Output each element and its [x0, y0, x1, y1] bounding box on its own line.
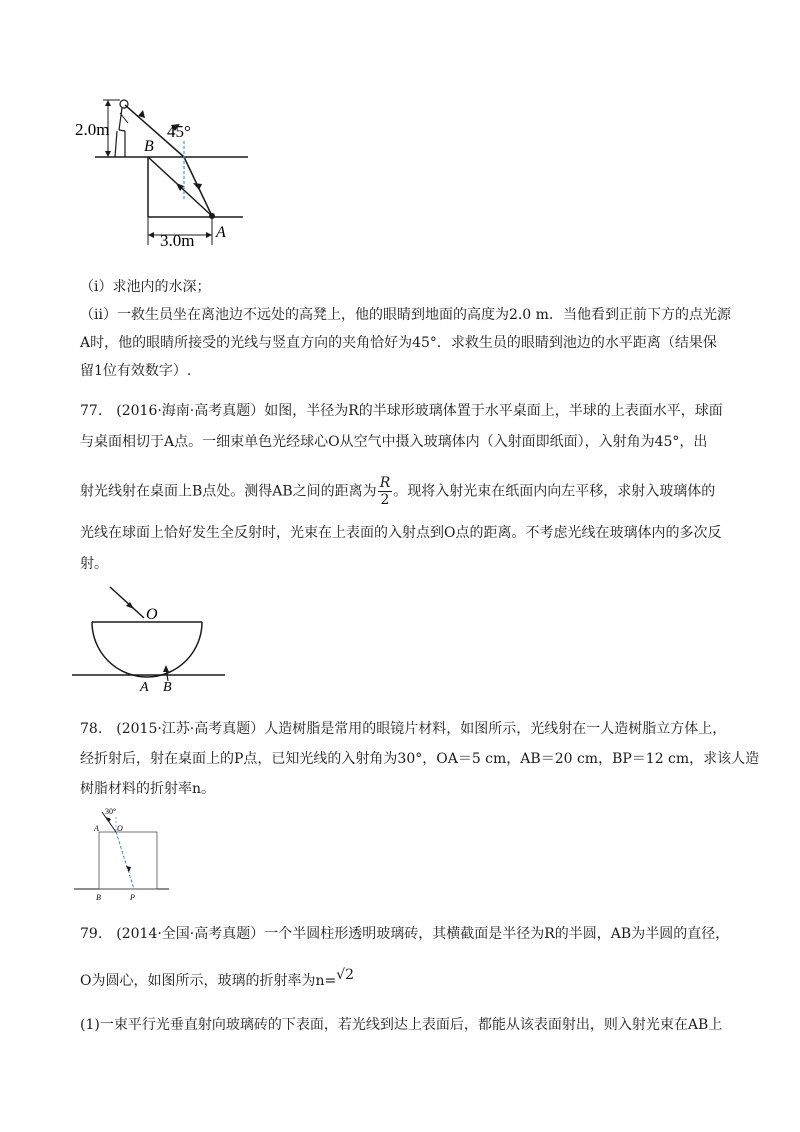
sqrt-2: √2 [336, 967, 355, 983]
width-label: 3.0m [160, 231, 195, 250]
q77-line3-before: 射光线射在桌面上B点处。测得AB之间的距离为 [80, 483, 377, 500]
q76-part-ii-line1: （ii）一救生员坐在离池边不远处的高凳上，他的眼睛到地面的高度为2.0 m．当他看到正前下方的点光源 [80, 307, 731, 323]
resin-cube-diagram [72, 805, 172, 905]
label-b: B [96, 893, 101, 902]
q79-line1: 79. (2014·全国·高考真题）一个半圆柱形透明玻璃砖，其横截面是半径为R的半圆，AB为半圆的直径， [80, 926, 730, 942]
label-b: B [163, 680, 172, 695]
fraction-r-over-2: $\frac{R}{2}$ [379, 475, 391, 508]
q77-line4: 光线在球面上恰好发生全反射时，光束在上表面的入射点到O点的距离。不考虑光线在玻璃体内的多次反 [80, 525, 722, 541]
q77-line3 [80, 475, 730, 508]
q78-line1: 78. (2015·江苏·高考真题）人造树脂是常用的眼镜片材料，如图所示，光线射在一人造树脂立方体上， [80, 721, 727, 737]
label-p: P [130, 893, 135, 902]
q77-line3-after: 。现将入射光束在纸面内向左平移，求射入玻璃体的 [393, 483, 716, 500]
q76-part-ii-line2: A时，他的眼睛所接受的光线与竖直方向的夹角恰好为45°．求救生员的眼睛到池边的水平距离（结果保 [80, 335, 717, 351]
hemisphere-diagram [70, 575, 230, 695]
q76-part-i: （i）求池内的水深； [80, 279, 211, 295]
q77-line1: 77. (2016·海南·高考真题）如图，半径为R的半球形玻璃体置于水平桌面上，半球的上表面水平，球面 [80, 403, 723, 419]
label-a: A [140, 680, 149, 695]
angle-label: 45° [167, 122, 191, 141]
label-o: O [117, 824, 123, 833]
q79-line2 [80, 967, 730, 992]
angle-30: 30° [105, 807, 117, 816]
q77-line5: 射。 [80, 556, 108, 572]
q78-line2: 经折射后，射在桌面上的P点，已知光线的入射角为30°，OA＝5 cm，AB＝20 cm，BP＝12 cm，求该人造 [80, 751, 760, 767]
height-label: 2.0m [75, 120, 110, 139]
label-a: A [94, 824, 99, 833]
point-b-label: B [144, 138, 154, 155]
point-a-label: A [216, 224, 226, 241]
q79-line2-text: O为圆心，如图所示，玻璃的折射率为n= [80, 973, 337, 989]
q77-line2: 与桌面相切于A点。一细束单色光经球心O从空气中摄入玻璃体内（入射面即纸面），入射角为45°，出 [80, 434, 708, 450]
q79-line3: (1)一束平行光垂直射向玻璃砖的下表面，若光线到达上表面后，都能从该表面射出，则入射光束在AB上 [80, 1017, 723, 1033]
q76-part-ii-line3: 留1位有效数字）. [80, 363, 192, 379]
label-o: O [146, 606, 158, 623]
pool-diagram [75, 95, 255, 250]
q78-line3: 树脂材料的折射率n。 [80, 781, 216, 797]
